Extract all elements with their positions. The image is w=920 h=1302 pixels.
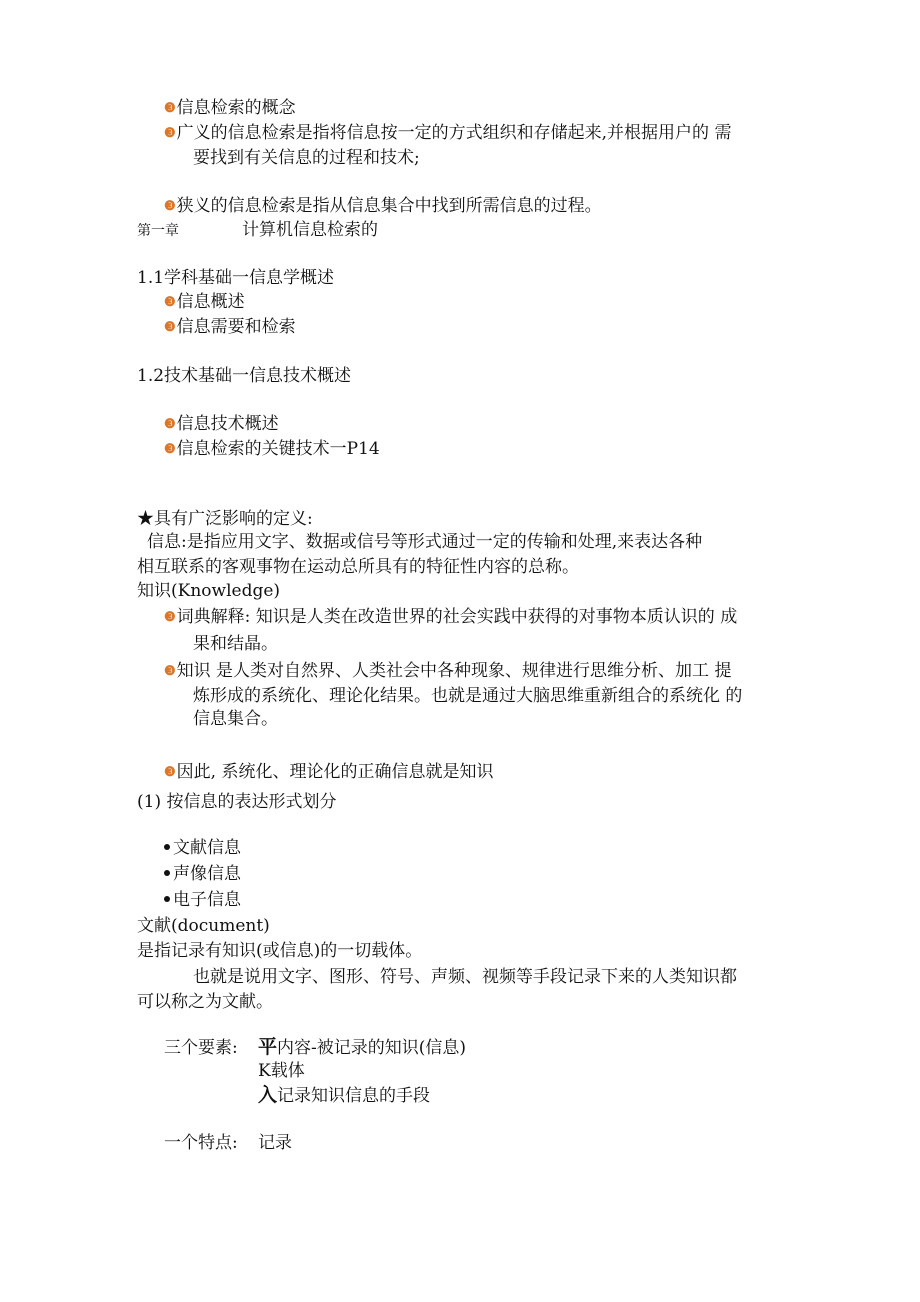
element-item: 入记录知识信息的手段 <box>258 1084 431 1106</box>
bullet-icon: ❸ <box>164 295 176 310</box>
info-definition-line: 相互联系的客观事物在运动总所具有的特征性内容的总称。 <box>137 557 579 577</box>
list-item-continuation: 果和结晶。 <box>193 634 278 654</box>
element-mark: 平 <box>258 1036 278 1058</box>
list-item: ❸知识 是人类对自然界、人类社会中各种现象、规律进行思维分析、加工 提 <box>164 661 732 681</box>
document-paragraph-line: 可以称之为文献。 <box>137 992 273 1012</box>
list-item: ❸信息检索的概念 <box>164 98 296 118</box>
info-definition-line: 信息:是指应用文字、数据或信号等形式通过一定的传输和处理,来表达各种 <box>147 532 703 552</box>
list-item-continuation: 炼形成的系统化、理论化结果。也就是通过大脑思维重新组合的系统化 的 <box>193 686 743 706</box>
list-item: ❸信息需要和检索 <box>164 317 296 337</box>
bullet-icon: ❸ <box>164 664 176 679</box>
section-heading: 1.1学科基础一信息学概述 <box>137 268 335 288</box>
bullet-icon: ❸ <box>164 765 176 780</box>
document-definition: 是指记录有知识(或信息)的一切载体。 <box>137 941 423 961</box>
definitions-heading: ★具有广泛影响的定义: <box>137 509 313 529</box>
element-item: 平内容-被记录的知识(信息) <box>258 1036 467 1058</box>
bullet-dot-icon <box>164 844 170 850</box>
list-item: 文献信息 <box>164 836 241 860</box>
bullet-icon: ❸ <box>164 442 176 457</box>
list-item: 声像信息 <box>164 862 241 886</box>
feature-label: 一个特点: <box>164 1133 238 1153</box>
bullet-dot-icon <box>164 896 170 902</box>
bullet-icon: ❸ <box>164 126 176 141</box>
bullet-dot-icon <box>164 870 170 876</box>
classification-heading: (1) 按信息的表达形式划分 <box>137 792 337 812</box>
list-item: ❸信息检索的关键技术一P14 <box>164 439 380 459</box>
chapter-number: 第一章 <box>137 223 179 239</box>
bullet-icon: ❸ <box>164 417 176 432</box>
list-item: ❸狭义的信息检索是指从信息集合中找到所需信息的过程。 <box>164 196 602 216</box>
list-item: ❸广义的信息检索是指将信息按一定的方式组织和存储起来,并根据用户的 需 <box>164 123 732 143</box>
list-item: ❸词典解释: 知识是人类在改造世界的社会实践中获得的对事物本质认识的 成 <box>164 607 738 627</box>
knowledge-term: 知识(Knowledge) <box>137 581 281 601</box>
list-item: ❸因此, 系统化、理论化的正确信息就是知识 <box>164 762 494 782</box>
bullet-icon: ❸ <box>164 101 176 116</box>
list-item: ❸信息概述 <box>164 292 245 312</box>
list-item: 电子信息 <box>164 888 241 912</box>
element-mark: K <box>258 1061 271 1081</box>
list-item-continuation: 要找到有关信息的过程和技术; <box>193 148 420 168</box>
chapter-title: 计算机信息检索的 <box>242 220 378 240</box>
elements-label: 三个要素: <box>164 1038 238 1058</box>
element-item: K载体 <box>258 1061 305 1081</box>
element-mark: 入 <box>258 1084 278 1106</box>
section-heading: 1.2技术基础一信息技术概述 <box>137 366 352 386</box>
bullet-icon: ❸ <box>164 199 176 214</box>
document-term: 文献(document) <box>137 916 270 936</box>
bullet-icon: ❸ <box>164 320 176 335</box>
document-paragraph-line: 也就是说用文字、图形、符号、声频、视频等手段记录下来的人类知识都 <box>193 967 737 987</box>
bullet-icon: ❸ <box>164 610 176 625</box>
feature-value: 记录 <box>258 1133 292 1153</box>
list-item-continuation: 信息集合。 <box>193 709 278 729</box>
list-item: ❸信息技术概述 <box>164 414 279 434</box>
